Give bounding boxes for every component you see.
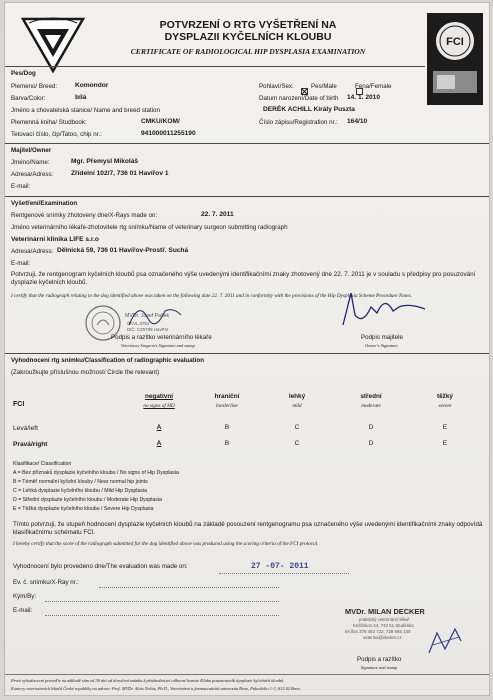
sex-label: Pohlaví/Sex:	[259, 83, 294, 90]
col-negative: negativní	[144, 393, 174, 400]
evaluation-instruction: (Zakroužkujte příslušnou možnost/ Circle the relevant)	[11, 369, 160, 376]
grade-left-c: C	[294, 424, 300, 431]
grade-right-b: B	[224, 440, 230, 447]
tattoo-label: Tetovací číslo, čip/Tatoo, chip nr.:	[11, 131, 102, 138]
classification-d: D = Střední dysplazie kyčelního kloubu / Moderate Hip Dysplasia	[13, 497, 162, 503]
classification-e: E = Těžká dysplazie kyčelního kloubu / Severe Hip Dysplasia	[13, 506, 154, 512]
vet-signature-label: Podpis a razítko veterinárního lékaře	[111, 334, 212, 341]
dob-label: Datum narození/Date of birth	[259, 95, 339, 102]
breed-label: Plemeno/ Breed:	[11, 83, 58, 90]
clinic-email-label: E-mail:	[11, 260, 31, 267]
evaluator-stamp-email: veterina@decker.cz	[363, 635, 402, 640]
owner-name-label: Jméno/Name:	[11, 159, 50, 166]
grade-left-d: D	[368, 424, 374, 431]
vet-stamp-id: ČKVL 3751	[127, 321, 150, 326]
evaluator-stamp-address: Kněžskov 44, 743 51 Studénka	[353, 623, 414, 628]
xray-date-value: 22. 7. 2011	[201, 211, 234, 218]
fci-label: FCI	[13, 401, 25, 408]
registration-label: Číslo zápisu/Registration nr.:	[259, 119, 338, 126]
classification-title: Klasifikace/ Classification	[13, 461, 72, 467]
evaluator-signature-label-en: Signature and stamp	[361, 665, 398, 670]
male-label: Pes/Male	[311, 83, 337, 90]
tattoo-value: 941000011255190	[141, 130, 196, 137]
footer-note-1: První vyhodnocení proveďte na základě sám od 30 dní od doručení snímku k předsednictví odborné komise Klubu posuzovatelů dysplazie kyčelních kloubů.	[11, 678, 285, 683]
female-label: Fena/Female	[355, 83, 392, 90]
dob-value: 14. 1. 2010	[347, 94, 380, 101]
color-label: Barva/Color:	[11, 95, 46, 102]
classification-b: B = Téměř normální kyčelní klouby / Near normal hip joints	[13, 479, 148, 485]
grade-right-e: E	[442, 440, 448, 447]
row-left-label: Levá/left	[13, 425, 38, 432]
col-moderate-en: moderate	[361, 403, 381, 409]
dog-name-value: DERÉK ACHILL Király Puszta	[263, 106, 355, 113]
footer-note-2: Komory veterinárních lékařů České republiky na adrese: Prof. MVDr. Alois Nečas, Ph.D., Veterinární a farmaceutická univerzita Brno, Palackého 1-3, 612 42 Brno.	[11, 686, 301, 691]
evaluator-signature-label: Podpis a razítko	[357, 656, 402, 663]
owner-signature-label-en: Owner's Signature	[365, 343, 398, 348]
owner-email-label: E-mail:	[11, 183, 31, 190]
exam-section-title: Vyšetření/Examination	[11, 200, 78, 207]
certificate-sheet	[4, 2, 490, 696]
owner-section-title: Majitel/Owner	[11, 147, 52, 154]
col-mild-en: mild	[292, 403, 302, 409]
dog-name-label: Jméno a chovatelská stanice/ Name and breed station	[11, 107, 160, 114]
xray-date-label: Rentgenové snímky zhotoveny dne/X-Rays made on:	[11, 212, 158, 219]
grade-left-e: E	[442, 424, 448, 431]
vet-confirmation-text: Potvrzuji, že rentgenogram kyčelních kloubů psa označeného výše uvedenými identifikačními znaky zhotovený dne 22. 7. 2011 je v souladu s předpisy pro posuzování dysplazie kyčelních kloubů.	[11, 271, 476, 287]
final-confirmation-text-en: I hereby certify that the score of the radiograph submitted for the dog identified above was produced using the scoring criteria of the FCI protocol.	[13, 541, 319, 547]
grade-right-c: C	[294, 440, 300, 447]
vet-stamp-name: MVDr. Josef Pašek	[125, 313, 170, 319]
grade-right-a: A	[156, 440, 162, 447]
title-line1: POTVRZENÍ O RTG VYŠETŘENÍ NA	[159, 19, 337, 31]
evaluation-section-title: Vyhodnocení rtg snímku/Classification of radiographic evaluation	[11, 357, 204, 364]
studbook-label: Plemenná kniha/ Studbook:	[11, 119, 87, 126]
vet-stamp-tax: DIČ: CZ5708 HavPsr	[127, 327, 169, 332]
vet-signature-icon	[125, 295, 185, 335]
col-borderline: hraniční	[214, 393, 240, 400]
clinic-address-label: Adresa/Adress:	[11, 248, 54, 255]
col-severe: těžký	[437, 393, 453, 400]
breed-value: Komondor	[75, 82, 109, 89]
owner-address-value: Zřídelní 102/7, 736 01 Havířov 1	[71, 170, 169, 177]
evaluation-date-value: 27 -07- 2011	[251, 562, 309, 571]
evaluator-by-label: Kým/By:	[13, 593, 37, 600]
owner-signature-icon	[339, 285, 429, 337]
color-value: bílá	[75, 94, 87, 101]
evaluator-stamp-name: MVDr. MILAN DECKER	[345, 607, 425, 616]
col-moderate: střední	[360, 393, 382, 400]
xray-number-label: Ev. č. snímku/X-Ray nr.:	[13, 579, 79, 586]
grade-right-d: D	[368, 440, 374, 447]
registration-value: 164/10	[347, 118, 368, 125]
title-line2: DYSPLAZII KYČELNÍCH KLOUBU	[164, 31, 332, 43]
col-borderline-en: borderline	[216, 403, 238, 409]
evaluator-email-label: E-mail:	[13, 607, 33, 614]
clinic-value: Veterinární klinika LIFE s.r.o	[11, 236, 99, 243]
svg-text:FCI: FCI	[446, 36, 464, 48]
classification-c: C = Lehká dysplazie kyčelního kloubu / Mild Hip Dysplasia	[13, 488, 147, 494]
col-mild: lehký	[288, 393, 306, 400]
evaluator-stamp-phone: tel./fax 379 492 722, 728 665 140	[345, 629, 411, 634]
col-negative-en: no signs of HD	[143, 403, 175, 409]
row-right-label: Pravá/right	[13, 441, 48, 448]
evaluation-date-label: Vyhodnocení bylo provedeno dne/The evaluation was made on:	[13, 563, 188, 570]
evaluator-signature-icon	[425, 623, 465, 659]
clinic-address-value: Dělnická 59, 736 01 Havířov-Prostř. Suchá	[57, 247, 189, 254]
document-subtitle: CERTIFICATE OF RADIOLOGICAL HIP DYSPLASIA EXAMINATION	[130, 47, 366, 56]
vet-label: Jméno veterinárního lékaře-zhotovitele rtg snímku/Name of veterinary surgeon submitting radiograph	[11, 224, 288, 231]
final-confirmation-text: Tímto potvrzuji, že stupeň hodnocení dysplazie kyčelních kloubů na základě posouzení rentgenogramu psa označeného výše uvedenými identifikačními znaky odpovídá klasifikačnímu schématu FCI.	[13, 521, 483, 537]
owner-name-value: Mgr. Přemysl Mikoláš	[71, 158, 139, 165]
evaluator-stamp-title: praktický veterinární lékař	[359, 617, 410, 622]
vet-confirmation-text-en: I certify that the radiograph relating to the dog identified above was taken on the following date 22. 7. 2011 and in conformity with the provisions of the Hip Dysplasia Scheme Procedure Notes.	[11, 293, 412, 299]
owner-signature-label: Podpis majitele	[361, 334, 403, 341]
col-severe-en: severe	[438, 403, 452, 409]
grade-left-a: A	[156, 424, 162, 431]
grade-left-b: B	[224, 424, 230, 431]
classification-a: A = Bez příznaků dysplazie kyčelního kloubu / No signs of Hip Dysplasia	[13, 470, 179, 476]
dog-section-title: Pes/Dog	[11, 70, 36, 77]
studbook-value: CMKU/KOM/	[141, 118, 180, 125]
owner-address-label: Adresa/Adress:	[11, 171, 54, 178]
vet-signature-label-en: Veterinary Surgeon's Signature and stamp	[121, 343, 195, 348]
